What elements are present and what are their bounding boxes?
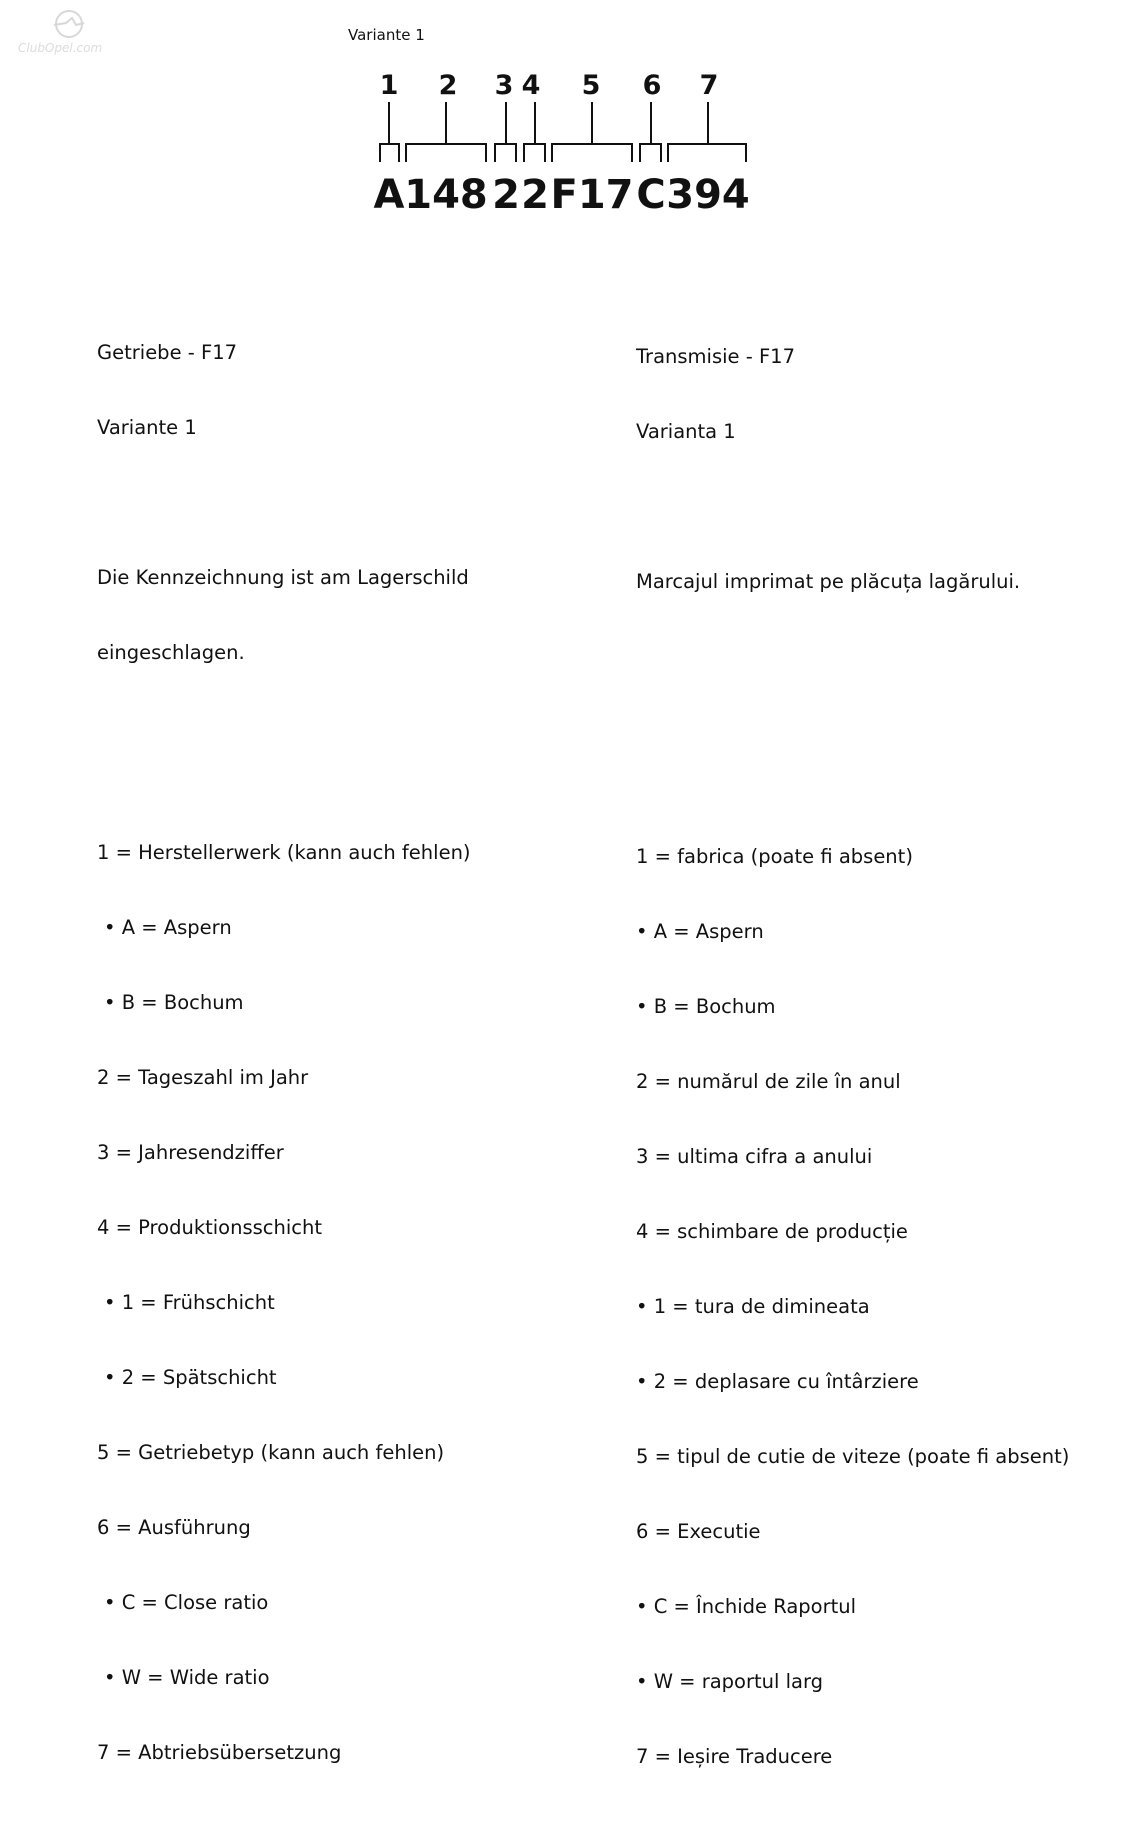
code-segment-394: 394 [666, 172, 750, 218]
romanian-description [636, 294, 1131, 1844]
list-item: • A = Aspern [104, 916, 232, 939]
romanian-subheading: Varianta 1 [636, 420, 736, 443]
diagram-number-2: 2 [438, 70, 458, 101]
list-item: • W = raportul larg [636, 1670, 824, 1693]
diagram-number-3: 3 [494, 70, 514, 101]
code-diagram [360, 64, 760, 228]
diagram-title: Variante 1 [348, 26, 425, 44]
german-item-list [97, 790, 617, 1815]
list-item: 4 = schimbare de producție [636, 1220, 908, 1243]
list-item: • 1 = tura de dimineata [636, 1295, 870, 1318]
diagram-number-1: 1 [379, 70, 399, 101]
german-heading: Getriebe - F17 [97, 341, 238, 364]
list-item: 3 = ultima cifra a anului [636, 1145, 873, 1168]
diagram-number-6: 6 [642, 70, 662, 101]
list-item: 1 = Herstellerwerk (kann auch fehlen) [97, 841, 471, 864]
code-segment-2b: 2 [521, 172, 549, 218]
code-segment-148: 148 [404, 172, 488, 218]
list-item: 7 = Ieșire Traducere [636, 1745, 833, 1768]
list-item: • 1 = Frühschicht [104, 1291, 275, 1314]
list-item: 6 = Ausführung [97, 1516, 251, 1539]
list-item: • B = Bochum [104, 991, 244, 1014]
code-segment-f17: F17 [550, 172, 634, 218]
list-item: • 2 = Spätschicht [104, 1366, 277, 1389]
list-item: 1 = fabrica (poate fi absent) [636, 845, 913, 868]
german-intro-line-2: eingeschlagen. [97, 641, 245, 664]
german-subheading: Variante 1 [97, 416, 197, 439]
diagram-number-5: 5 [581, 70, 601, 101]
list-item: • 2 = deplasare cu întârziere [636, 1370, 919, 1393]
list-item: • W = Wide ratio [104, 1666, 270, 1689]
clubopel-watermark-logo [14, 8, 124, 62]
list-item: • C = Închide Raportul [636, 1595, 857, 1618]
list-item: 4 = Produktionsschicht [97, 1216, 323, 1239]
list-item: 6 = Executie [636, 1520, 761, 1543]
list-item: • A = Aspern [636, 920, 764, 943]
list-item: • C = Close ratio [104, 1591, 269, 1614]
diagram-number-4: 4 [521, 70, 541, 101]
list-item: 5 = Getriebetyp (kann auch fehlen) [97, 1441, 445, 1464]
list-item: 7 = Abtriebsübersetzung [97, 1741, 342, 1764]
watermark-text: ClubOpel.com [18, 41, 103, 55]
german-description [97, 290, 617, 1840]
german-intro-line-1: Die Kennzeichnung ist am Lagerschild [97, 566, 469, 589]
list-item: 2 = numărul de zile în anul [636, 1070, 901, 1093]
code-segment-a: A [373, 172, 405, 218]
list-item: 5 = tipul de cutie de viteze (poate fi absent) [636, 1445, 1070, 1468]
diagram-number-7: 7 [699, 70, 719, 101]
list-item: 2 = Tageszahl im Jahr [97, 1066, 309, 1089]
romanian-heading: Transmisie - F17 [636, 345, 795, 368]
code-segment-2a: 2 [492, 172, 520, 218]
romanian-intro: Marcajul imprimat pe plăcuța lagărului. [636, 570, 1021, 593]
romanian-item-list [636, 794, 1131, 1819]
list-item: • B = Bochum [636, 995, 776, 1018]
code-segment-c: C [636, 172, 666, 218]
list-item: 3 = Jahresendziffer [97, 1141, 284, 1164]
